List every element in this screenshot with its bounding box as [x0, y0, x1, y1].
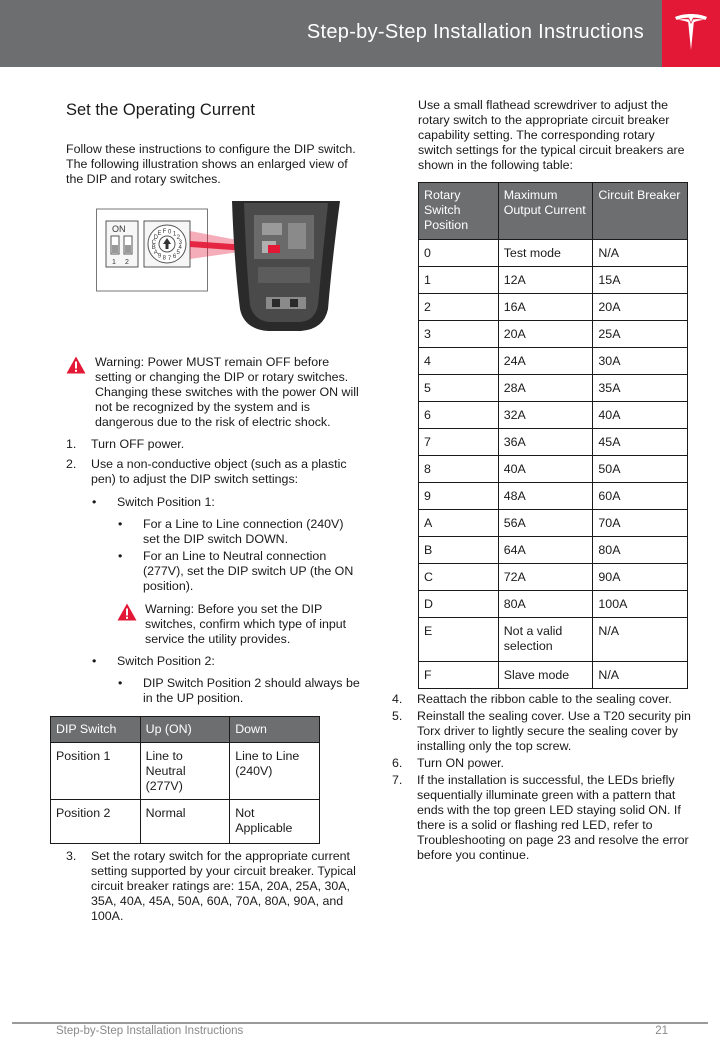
- table-cell: 28A: [498, 375, 593, 402]
- table-row: [419, 591, 688, 618]
- table-cell: 32A: [498, 402, 593, 429]
- switch-position-1: [91, 495, 362, 647]
- table-cell: N/A: [593, 618, 688, 662]
- step-text: If the installation is successful, the LEDs briefly sequentially illuminate green with a pattern that ends with the top green LED staying solid ON. If there is a solid or flashing red LED, refer to Troubleshooting on page 23 and resolve the error before you continue.: [417, 773, 689, 862]
- step-number: 3.: [66, 849, 77, 863]
- step-text: Use a non-conductive object (such as a plastic pen) to adjust the DIP switch settings:: [91, 457, 347, 486]
- table-cell: B: [419, 537, 499, 564]
- step-3: [66, 849, 362, 924]
- table-cell: 72A: [498, 564, 593, 591]
- rotary-digit: D: [153, 235, 158, 241]
- table-cell: 70A: [593, 510, 688, 537]
- power-warning: [66, 355, 362, 430]
- table-cell: D: [419, 591, 499, 618]
- section-title: Set the Operating Current: [66, 101, 255, 119]
- rotary-digit: 2: [176, 235, 180, 241]
- table-cell: 56A: [498, 510, 593, 537]
- intro-paragraph: Follow these instructions to configure the DIP switch. The following illustration shows an enlarged view of the DIP and rotary switches.: [66, 142, 356, 186]
- table-cell: 5: [419, 375, 499, 402]
- step-text: Reattach the ribbon cable to the sealing cover.: [417, 692, 672, 706]
- table-cell: 16A: [498, 294, 593, 321]
- switch-position-2-label: Switch Position 2:: [117, 654, 215, 668]
- table-cell: Slave mode: [498, 662, 593, 689]
- dip-warning-text: Warning: Before you set the DIP switches, confirm which type of input service the utility provides.: [145, 602, 347, 646]
- rotary-digit: 5: [176, 250, 180, 256]
- step-number: 6.: [392, 756, 403, 770]
- table-cell: Position 2: [51, 800, 141, 844]
- table-cell: 8: [419, 456, 499, 483]
- table-row: [419, 321, 688, 348]
- header-title: Step-by-Step Installation Instructions: [306, 21, 644, 43]
- list-item-text: For an Line to Neutral connection (277V), set the DIP switch UP (the ON position).: [143, 549, 354, 593]
- step-text: Turn ON power.: [417, 756, 504, 770]
- table-cell: C: [419, 564, 499, 591]
- step-2: [56, 457, 362, 844]
- step-text: Set the rotary switch for the appropriate current setting supported by your circuit breaker. Typical circuit breaker ratings are: 15A, 20A, 25A, 30A, 35A, 40A, 45A, 50A, 60A, 70A, 80A, 90A, and 100A.: [91, 849, 356, 923]
- table-cell: 20A: [498, 321, 593, 348]
- dip-number-2: 2: [125, 259, 129, 266]
- table-row: [419, 483, 688, 510]
- table-cell: A: [419, 510, 499, 537]
- rotary-table-body: [419, 240, 688, 689]
- bullet: •: [92, 495, 97, 509]
- table-cell: 50A: [593, 456, 688, 483]
- table-row: [419, 429, 688, 456]
- table-cell: Not Applicable: [230, 800, 320, 844]
- list-item: [117, 517, 362, 547]
- table-cell: Normal: [140, 800, 230, 844]
- list-item-text: DIP Switch Position 2 should always be in the UP position.: [143, 676, 360, 705]
- table-cell: Test mode: [498, 240, 593, 267]
- table-cell: 3: [419, 321, 499, 348]
- dip-on-label: ON: [112, 224, 126, 234]
- rotary-digit: 8: [162, 255, 166, 262]
- table-cell: 36A: [498, 429, 593, 456]
- table-row: [419, 375, 688, 402]
- left-column: [56, 96, 362, 929]
- bullet: •: [118, 517, 123, 531]
- warning-icon: [66, 356, 86, 374]
- steps-list-left: [56, 437, 362, 924]
- rotary-digit: 4: [178, 245, 182, 252]
- rotary-digit: 6: [172, 253, 177, 260]
- table-cell: 1: [419, 267, 499, 294]
- table-header-cell: Circuit Breaker: [593, 183, 688, 240]
- table-cell: 80A: [593, 537, 688, 564]
- table-header-cell: Maximum Output Current: [498, 183, 593, 240]
- step-number: 5.: [392, 709, 403, 723]
- rotary-intro: Use a small flathead screwdriver to adjust the rotary switch to the appropriate circuit breaker capability setting. The corresponding rotary switch settings for the typical circuit breakers are shown in the following table:: [418, 98, 685, 172]
- table-cell: 64A: [498, 537, 593, 564]
- table-header-cell: DIP Switch: [51, 717, 141, 743]
- step-number: 2.: [66, 457, 77, 471]
- step-4: [392, 692, 692, 707]
- steps-list-right: [392, 692, 692, 863]
- bullet: •: [92, 654, 97, 668]
- step-text: Reinstall the sealing cover. Use a T20 security pin Torx driver to lightly secure the sealing cover by installing only the top screw.: [417, 709, 691, 753]
- table-row: [419, 662, 688, 689]
- table-row: [419, 348, 688, 375]
- bullet: •: [118, 676, 123, 690]
- step-6: [392, 756, 692, 771]
- dip-number-1: 1: [112, 259, 116, 266]
- footer-title: Step-by-Step Installation Instructions: [56, 1025, 244, 1037]
- list-item: [117, 676, 362, 706]
- table-cell: 48A: [498, 483, 593, 510]
- bullet: •: [118, 549, 123, 563]
- table-cell: N/A: [593, 662, 688, 689]
- rotary-digit: 9: [157, 253, 162, 260]
- table-cell: 40A: [593, 402, 688, 429]
- power-warning-text: Warning: Power MUST remain OFF before setting or changing the DIP or rotary switches. Changing these switches with the power ON will not be recognized by the system and is dangerous due to the risk of electric shock.: [95, 355, 359, 429]
- table-cell: Line to Neutral (277V): [140, 743, 230, 800]
- table-row: [419, 510, 688, 537]
- table-cell: 90A: [593, 564, 688, 591]
- step-1: [66, 437, 362, 452]
- table-row: [419, 618, 688, 662]
- table-cell: E: [419, 618, 499, 662]
- table-header-row: [51, 717, 320, 743]
- warning-icon: [117, 603, 137, 621]
- switch-illustration-svg: [96, 201, 372, 333]
- table-header-cell: Down: [230, 717, 320, 743]
- rotary-digit: 1: [172, 231, 177, 238]
- step-number: 1.: [66, 437, 77, 451]
- table-cell: 12A: [498, 267, 593, 294]
- switch-illustration: [96, 201, 372, 333]
- page-number: 21: [655, 1025, 668, 1037]
- table-header-row: [419, 183, 688, 240]
- step-5: [392, 709, 692, 754]
- rotary-digit: 0: [168, 229, 172, 236]
- table-cell: 60A: [593, 483, 688, 510]
- tesla-logo-icon: [674, 14, 708, 52]
- dip-switch-table: [50, 716, 320, 844]
- table-cell: 20A: [593, 294, 688, 321]
- list-item: [117, 549, 362, 594]
- list-item-text: For a Line to Line connection (240V) set the DIP switch DOWN.: [143, 517, 344, 546]
- table-cell: 2: [419, 294, 499, 321]
- step-number: 4.: [392, 692, 403, 706]
- switch-position-1-label: Switch Position 1:: [117, 495, 215, 509]
- table-cell: Not a valid selection: [498, 618, 593, 662]
- dip-warning: [117, 602, 353, 647]
- step-7: [392, 773, 692, 863]
- table-row: [419, 240, 688, 267]
- table-cell: 9: [419, 483, 499, 510]
- rotary-digit: 7: [167, 255, 172, 262]
- table-row: [419, 537, 688, 564]
- table-cell: Line to Line (240V): [230, 743, 320, 800]
- right-column: [392, 98, 692, 868]
- table-row: [419, 456, 688, 483]
- logo-box: [662, 0, 720, 67]
- rotary-digit: 3: [178, 239, 182, 246]
- table-cell: 6: [419, 402, 499, 429]
- table-cell: 30A: [593, 348, 688, 375]
- table-cell: 0: [419, 240, 499, 267]
- table-cell: 35A: [593, 375, 688, 402]
- rotary-digit: A: [153, 250, 158, 256]
- step-text: Turn OFF power.: [91, 437, 185, 451]
- table-cell: 24A: [498, 348, 593, 375]
- table-row: [419, 294, 688, 321]
- rotary-digit: E: [157, 231, 162, 238]
- table-cell: 15A: [593, 267, 688, 294]
- table-row: [51, 743, 320, 800]
- rotary-digit: F: [162, 229, 167, 236]
- switch-positions-list: [91, 495, 362, 706]
- table-cell: 7: [419, 429, 499, 456]
- table-header-cell: Rotary Switch Position: [419, 183, 499, 240]
- table-row: [419, 564, 688, 591]
- table-cell: N/A: [593, 240, 688, 267]
- table-row: [51, 800, 320, 844]
- table-cell: 25A: [593, 321, 688, 348]
- table-cell: 40A: [498, 456, 593, 483]
- page-header: [0, 0, 720, 67]
- table-header-cell: Up (ON): [140, 717, 230, 743]
- switch-position-2: [91, 654, 362, 706]
- table-cell: 80A: [498, 591, 593, 618]
- rotary-digit: C: [151, 239, 156, 246]
- table-cell: 4: [419, 348, 499, 375]
- table-row: [419, 402, 688, 429]
- table-cell: Position 1: [51, 743, 141, 800]
- switch-position-2-items: [117, 676, 362, 706]
- table-cell: 45A: [593, 429, 688, 456]
- switch-position-1-items: [117, 517, 362, 594]
- rotary-digit: B: [151, 245, 156, 252]
- rotary-switch-table: [418, 182, 688, 689]
- table-cell: 100A: [593, 591, 688, 618]
- table-cell: F: [419, 662, 499, 689]
- step-number: 7.: [392, 773, 403, 787]
- table-row: [419, 267, 688, 294]
